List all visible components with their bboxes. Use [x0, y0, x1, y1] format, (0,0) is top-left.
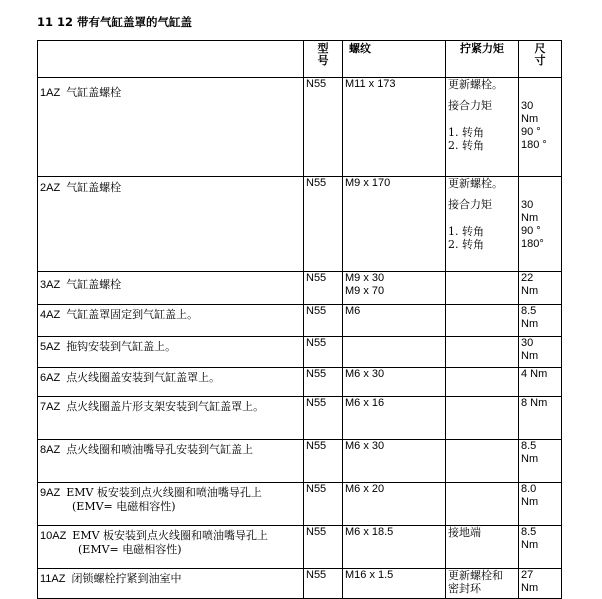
row-model: N55 — [304, 337, 343, 368]
header-size — [519, 41, 562, 78]
header-row — [38, 41, 562, 78]
size-line: Nm — [521, 113, 539, 125]
spacer — [448, 190, 516, 198]
row-thread-line: M6 x 18.5 — [345, 526, 394, 538]
row-code: 4AZ — [40, 309, 61, 321]
row-thread-line: M11 x 173 — [345, 78, 396, 90]
row-thread — [343, 397, 446, 440]
row-desc — [38, 483, 304, 526]
row-desc-text: 拖钩安装到气缸盖上。 — [66, 340, 177, 353]
torque-line: 1. 转角 — [448, 225, 484, 238]
header-model-line: 型 号 — [317, 42, 329, 67]
row-code: 9AZ — [40, 487, 61, 499]
size-line: Nm — [521, 582, 539, 594]
size-line: 30 — [521, 199, 534, 211]
section-title: 11 12 带有气缸盖罩的气缸盖 — [37, 15, 193, 29]
row-torque — [446, 272, 519, 305]
size-line: 27 — [521, 569, 534, 581]
size-line: 90 ° — [521, 225, 541, 237]
row-thread-line: M9 x 170 — [345, 177, 391, 189]
row-model: N55 — [304, 397, 343, 440]
row-size — [519, 483, 562, 526]
row-desc — [38, 569, 304, 599]
table-row — [38, 526, 562, 569]
row-torque — [446, 526, 519, 569]
torque-line: 接合力矩 — [448, 99, 492, 112]
torque-line: 接地端 — [448, 526, 481, 539]
row-thread — [343, 78, 446, 177]
size-line: Nm — [521, 318, 539, 330]
row-desc — [38, 526, 304, 569]
size-line: 90 ° — [521, 126, 541, 138]
row-model: N55 — [304, 526, 343, 569]
table-row — [38, 483, 562, 526]
table-row — [38, 569, 562, 599]
size-line: Nm — [521, 496, 539, 508]
row-torque — [446, 78, 519, 177]
row-model: N55 — [304, 368, 343, 397]
row-size — [519, 272, 562, 305]
spacer — [521, 177, 559, 191]
size-line: 30 — [521, 100, 534, 112]
size-line: 180° — [521, 238, 544, 250]
row-thread — [343, 337, 446, 368]
size-line: Nm — [521, 212, 539, 224]
torque-spec-table — [37, 40, 562, 599]
row-thread-line: M6 x 20 — [345, 483, 385, 495]
header-thread: 螺纹 — [343, 41, 446, 78]
torque-line: 2. 转角 — [448, 139, 484, 152]
header-model — [304, 41, 343, 78]
header-desc — [38, 41, 304, 78]
row-thread — [343, 569, 446, 599]
row-thread — [343, 526, 446, 569]
row-size — [519, 368, 562, 397]
torque-line: 2. 转角 — [448, 238, 484, 251]
row-thread — [343, 440, 446, 483]
row-desc — [38, 272, 304, 305]
row-size — [519, 78, 562, 177]
row-desc-text: 气缸盖螺栓 — [66, 181, 122, 194]
row-model: N55 — [304, 569, 343, 599]
size-line: 8.5 — [521, 440, 537, 452]
row-thread — [343, 272, 446, 305]
table-row — [38, 397, 562, 440]
row-model: N55 — [304, 78, 343, 177]
row-code: 6AZ — [40, 372, 61, 384]
row-desc — [38, 368, 304, 397]
row-thread-line: M6 x 16 — [345, 397, 385, 409]
row-model: N55 — [304, 272, 343, 305]
row-code: 5AZ — [40, 341, 61, 353]
row-thread-line: M9 x 70 — [345, 285, 385, 297]
row-desc — [38, 305, 304, 337]
row-desc-text: 点火线圈盖安装到气缸盖罩上。 — [66, 371, 221, 384]
row-desc-text: 气缸盖螺栓 — [66, 278, 122, 291]
torque-line: 1. 转角 — [448, 126, 484, 139]
row-torque — [446, 440, 519, 483]
header-torque: 拧紧力矩 — [446, 41, 519, 78]
row-size — [519, 305, 562, 337]
row-code: 7AZ — [40, 401, 61, 413]
torque-line: 更新螺栓。 — [448, 177, 503, 190]
row-model: N55 — [304, 483, 343, 526]
size-line: 8 Nm — [521, 397, 548, 409]
row-desc — [38, 337, 304, 368]
spacer — [448, 211, 516, 225]
row-size — [519, 177, 562, 272]
row-size — [519, 526, 562, 569]
torque-line: 接合力矩 — [448, 198, 492, 211]
row-desc — [38, 440, 304, 483]
header-size-line: 尺 寸 — [534, 42, 546, 67]
row-desc — [38, 177, 304, 272]
row-model: N55 — [304, 440, 343, 483]
row-torque — [446, 397, 519, 440]
table-row — [38, 177, 562, 272]
table-row — [38, 368, 562, 397]
row-desc-text: EMV 板安装到点火线圈和喷油嘴导孔上 (EMV= 电磁相容性) — [66, 486, 262, 513]
spacer — [521, 191, 559, 199]
row-size — [519, 337, 562, 368]
size-line: 8.5 — [521, 526, 537, 538]
table-row — [38, 440, 562, 483]
spacer — [521, 92, 559, 100]
row-desc-text: 点火线圈和喷油嘴导孔安装到气缸盖上 — [66, 443, 254, 456]
size-line: 8.0 — [521, 483, 537, 495]
row-thread — [343, 483, 446, 526]
row-desc — [38, 78, 304, 177]
row-thread — [343, 368, 446, 397]
row-code: 1AZ — [40, 87, 61, 99]
row-code: 2AZ — [40, 182, 61, 194]
torque-line: 更新螺栓和 — [448, 569, 503, 582]
spacer — [448, 112, 516, 126]
spacer — [448, 91, 516, 99]
row-thread-line: M6 — [345, 305, 361, 317]
row-thread-line: M16 x 1.5 — [345, 569, 394, 581]
row-desc-text: 气缸盖罩固定到气缸盖上。 — [66, 308, 199, 321]
row-code: 10AZ — [40, 530, 67, 542]
row-desc-text: EMV 板安装到点火线圈和喷油嘴导孔上 (EMV= 电磁相容性) — [72, 529, 269, 556]
row-torque — [446, 483, 519, 526]
torque-line: 更新螺栓。 — [448, 78, 503, 91]
row-thread — [343, 177, 446, 272]
row-size — [519, 440, 562, 483]
row-thread-line: M6 x 30 — [345, 440, 385, 452]
row-size — [519, 397, 562, 440]
size-line: 30 — [521, 337, 534, 349]
row-desc-text: 点火线圈盖片形支架安装到气缸盖罩上。 — [66, 400, 265, 413]
row-code: 11AZ — [40, 573, 66, 585]
row-desc-text: 气缸盖螺栓 — [66, 86, 122, 99]
row-code: 8AZ — [40, 444, 61, 456]
table-row — [38, 305, 562, 337]
row-thread-line: M6 x 30 — [345, 368, 385, 380]
size-line: Nm — [521, 350, 539, 362]
size-line: Nm — [521, 539, 539, 551]
row-torque — [446, 337, 519, 368]
size-line: 180 ° — [521, 139, 547, 151]
table-row — [38, 337, 562, 368]
spacer — [521, 78, 559, 92]
row-torque — [446, 569, 519, 599]
row-model: N55 — [304, 305, 343, 337]
table-row — [38, 272, 562, 305]
row-size — [519, 569, 562, 599]
row-thread — [343, 305, 446, 337]
row-torque — [446, 305, 519, 337]
size-line: Nm — [521, 453, 539, 465]
row-torque — [446, 368, 519, 397]
row-model: N55 — [304, 177, 343, 272]
size-line: 8.5 — [521, 305, 537, 317]
table-row — [38, 78, 562, 177]
row-thread-line: M9 x 30 — [345, 272, 385, 284]
row-desc-text: 闭锁螺栓拧紧到油室中 — [71, 572, 182, 585]
row-torque — [446, 177, 519, 272]
size-line: Nm — [521, 285, 539, 297]
row-code: 3AZ — [40, 279, 61, 291]
size-line: 4 Nm — [521, 368, 548, 380]
torque-line: 密封环 — [448, 582, 481, 595]
row-desc — [38, 397, 304, 440]
size-line: 22 — [521, 272, 534, 284]
